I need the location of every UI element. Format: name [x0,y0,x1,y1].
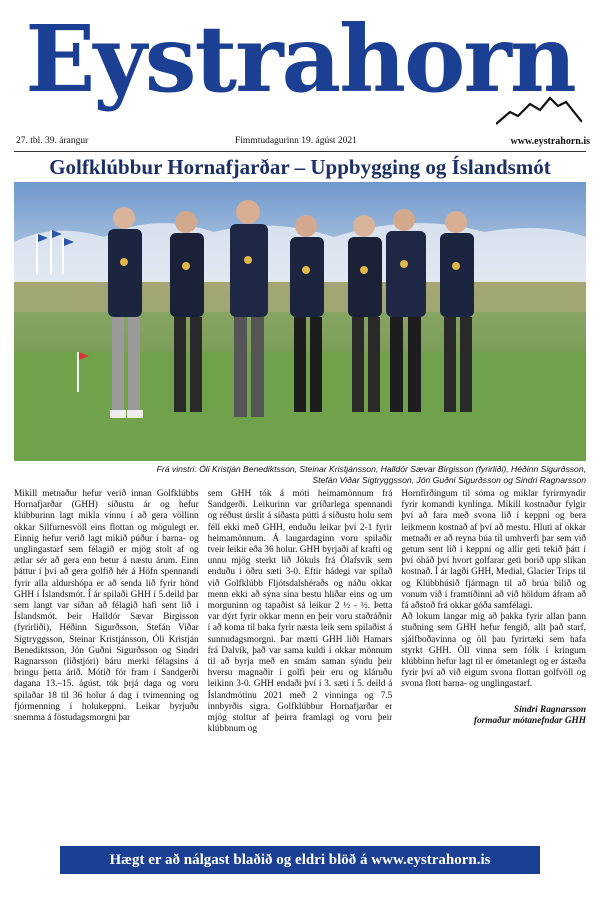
author-title: formaður mótanefndar GHH [473,716,587,727]
footer-banner[interactable]: Hægt er að nálgast blaðið og eldri blöð á www.eystrahorn.is [60,846,540,874]
caption-line-1: Frá vinstri: Óli Kristján Benediktsson, Steinar Kristjánsson, Halldór Sævar Birgisson (fyrirliði), Héðinn Sigurðsson, [156,464,586,474]
photo-caption [14,464,586,486]
issue-info-bar [10,134,590,150]
team-photo [14,182,586,461]
article-column-1 [14,489,199,841]
masthead [0,0,600,135]
masthead-title: Eystrahorn [25,5,575,113]
article-column-2 [208,489,393,841]
issue-number: 27. tbl. 39. árangur [16,136,89,146]
top-divider [14,151,586,152]
mountain-logo-icon [496,92,582,126]
article-paragraph: Hornfirðingum til sóma og miklar fyrirmyndir fyrir komandi kynlinga. Mikill kostnaður fylgir því að fara með svona lið í keppni og bera leikmenn kostnað af því að mestu. Hluti af okkar metnaði er að reyna búa til umhverfi þar sem við getum sent lið í keppni og allir geti tekið þátt í því óháð því hvort golfarar geti borið upp slíkan kostnað. Í ár lagði GHH, Medial, Glacier Trips til og Klúbbhúsið fjármagn til að brúa bilið og vonum við í framtíðinni að við höldum áfram að fá aðstoð frá okkar góða samfélagi. [401,489,587,612]
article-paragraph: Að lokum langar mig að þakka fyrir allan þann stuðning sem GHH hefur fengið, allt það starf, sjálfboðavinna og öll þau fyrirtæki sem hafa styrkt GHH. Öll vinna sem fólk í kringum klúbbinn hefur lagt til er ómetanlegt og er ástæða fyrir því að við eigum svona flottan golfvöll og svona flott barna- og unglingastarf. [401,612,587,690]
article-column-3 [401,489,586,841]
author-name: Sindri Ragnarsson [513,704,587,715]
article-paragraph: Mikill metnaður hefur verið innan Golfklúbbs Hornafjarðar (GHH) síðustu ár og hefur klúbburinn lagt mikla vinnu í að gera völlinn okkar Silfurnesvöll eins flottan og mögulegt er. Einnig hefur verið lagt mikið púður í barna- og unglingastarf sem félagið er mjög stolt af og ætlar sér að gera enn betur á næstu árum. Einn þáttur í því að gera golfið hér á Höfn spennandi fyrir alla aldurshópa er að senda lið fyrir hönd GHH í Íslandsmót. Í ár spilaði GHH í 5.deild þar sem langt var síðan að félagið hafi sent lið í Íslandsmót. Þeir Halldór Sævar Birgisson (fyrirliði), Héðinn Sigurðsson, Stefán Viðar Sigtryggsson, Steinar Kristjánsson, Óli Kristján Benediktsson, Jón Guðni Sigurðsson og Sindri Ragnarsson (liðstjóri) báru merki félagsins á bringu þetta árið. Mótið fór fram í Sandgerði dagana 13.–15. ágúst, tók þrjá daga og voru spilaðar 18 til 36 holur á dag í tvímenning og fjórmenning í holukeppni. Leikar byrjuðu snemma á föstudagsmorgni þar [14,489,199,724]
article-body [14,489,586,841]
issue-date: Fimmtudagurinn 19. ágúst 2021 [235,136,357,146]
article-paragraph: sem GHH tók á móti heimamönnum frá Sandgerði. Leikurinn var gríðarlega spennandi og réðust úrslit á síðasta pútti á síðustu holu sem féll ekki með GHH, enduðu leikar því 2-1 fyrir heimamönnum. Á laugardaginn voru spilaðir tveir leikir eða 36 holur. GHH byrjaði af krafti og unnu mjög sterkt lið Jökuls frá Ólafsvík sem enduðu í öðru sæti 3-0. Eftir hádegi var spilað við Golfklúbb Fljótsdalshéraðs og náðu okkar menn ekki að sýna sína bestu hliðar eins og um morguninn og tapaðist sá leikur 2 ½ - ½. Þetta var dýrt fyrir okkar menn en þeir voru staðráðnir í að koma til baka fyrir næsta leik sem spilaðist á sunnudagsmorgni. Þar mætti GHH liði Hamars frá Dalvík, það var sama kuldi í okkar mönnum til að byrja með en smám saman sýndu þeir hversu magnaðir í golfi þeir eru og kláruðu leikinn 3-0. GHH endaði því í 3. sæti í 5. deild á Íslandmótinu 2021 með 2 vinninga og 7.5 innbyrðis sigra. Golfklúbbur Hornafjarðar er mjög stoltur af þeirra framlagi og voru þeir klúbbnum og [207,489,393,735]
article-headline: Golfklúbbur Hornafjarðar – Uppbygging og Íslandsmót [49,155,551,179]
website-url[interactable]: www.eystrahorn.is [510,136,590,147]
author-signature [401,705,586,728]
caption-line-2: Stefán Viðar Sigtryggsson, Jón Guðni Sigurðsson og Sindri Ragnarsson [312,475,586,485]
